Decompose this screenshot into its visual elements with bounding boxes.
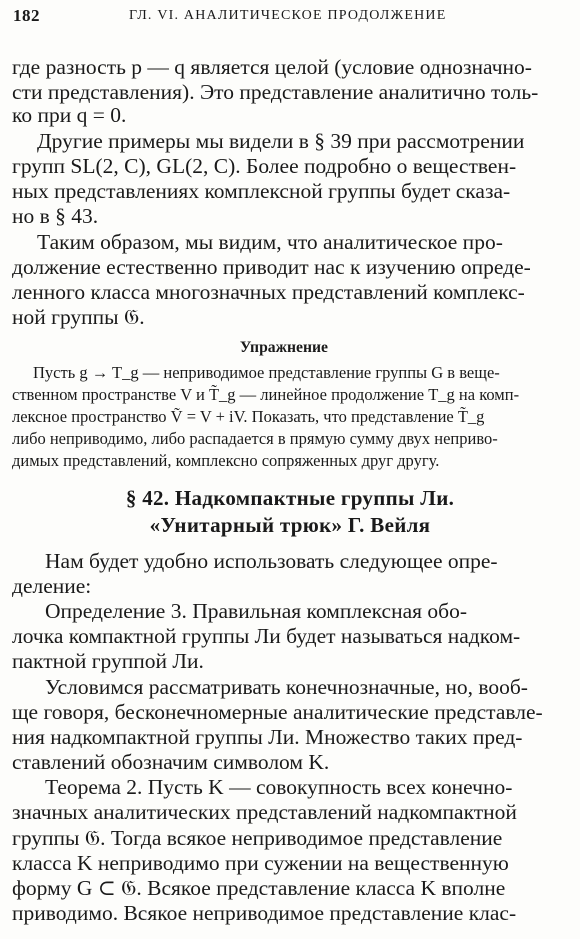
text-line: где разность p — q является целой (условие однозначно- <box>12 55 532 79</box>
text-line: ко при q = 0. <box>12 103 127 127</box>
text-line: Таким образом, мы видим, что аналитическое про- <box>37 230 503 254</box>
text-line: ставлений обозначим символом K. <box>12 750 330 774</box>
text-line: сти представления). Это представление аналитично толь- <box>12 80 539 104</box>
theorem-line: Теорема 2. Пусть K — совокупность всех конечно- <box>45 775 513 799</box>
exercise-heading: Упражнение <box>239 339 328 356</box>
text-line: ленного класса многозначных представлений комплекс- <box>12 280 525 304</box>
text-line: групп SL(2, C), GL(2, C). Более подробно о веществен- <box>12 154 517 178</box>
text-line: должение естественно приводит нас к изучению опреде- <box>12 255 531 279</box>
theorem-line: значных аналитических представлений надкомпактной <box>12 800 517 824</box>
text-line: но в § 43. <box>12 204 99 228</box>
exercise-line: лексное пространство Ṽ = V + iV. Показать, что представление T̃_g <box>12 407 485 426</box>
text-line: Нам будет удобно использовать следующее опре- <box>45 549 498 573</box>
text-line: ще говоря, бесконечномерные аналитические представле- <box>12 700 543 724</box>
page-number: 182 <box>13 6 40 25</box>
definition-line: Определение 3. Правильная комплексная обо- <box>45 599 467 623</box>
section-title: § 42. Надкомпактные группы Ли. <box>125 486 455 510</box>
exercise-line: либо неприводимо, либо распадается в прямую сумму двух неприво- <box>12 429 498 448</box>
theorem-line: форму G ⊂ 𝔊. Всякое представление класса K вполне <box>12 876 506 900</box>
text-line: ных представлениях комплексной группы будет сказа- <box>12 179 511 203</box>
definition-line: лочка компактной группы Ли будет называться надком- <box>12 624 521 648</box>
theorem-line: приводимо. Всякое неприводимое представление клас- <box>12 901 517 925</box>
section-subtitle: «Унитарный трюк» Г. Вейля <box>149 513 431 537</box>
text-line: деление: <box>12 574 92 598</box>
theorem-line: класса K неприводимо при сужении на вещественную <box>12 851 509 875</box>
text-line: Условимся рассматривать конечнозначные, но, вооб- <box>45 675 528 699</box>
exercise-line: Пусть g → T_g — неприводимое представление группы G в веще- <box>33 363 500 382</box>
text-line: ния надкомпактной группы Ли. Множество таких пред- <box>12 725 523 749</box>
exercise-line: ственном пространстве V и T̃_g — линейное продолжение T_g на комп- <box>12 385 520 404</box>
theorem-line: группы 𝔊. Тогда всякое неприводимое представление <box>12 826 503 850</box>
definition-line: пактной группой Ли. <box>12 649 204 673</box>
text-line: Другие примеры мы видели в § 39 при рассмотрении <box>37 129 525 153</box>
exercise-line: димых представлений, комплексно сопряженных друг другу. <box>12 451 440 470</box>
running-title: ГЛ. VI. АНАЛИТИЧЕСКОЕ ПРОДОЛЖЕНИЕ <box>129 8 447 23</box>
text-line: ной группы 𝔊. <box>12 305 145 329</box>
